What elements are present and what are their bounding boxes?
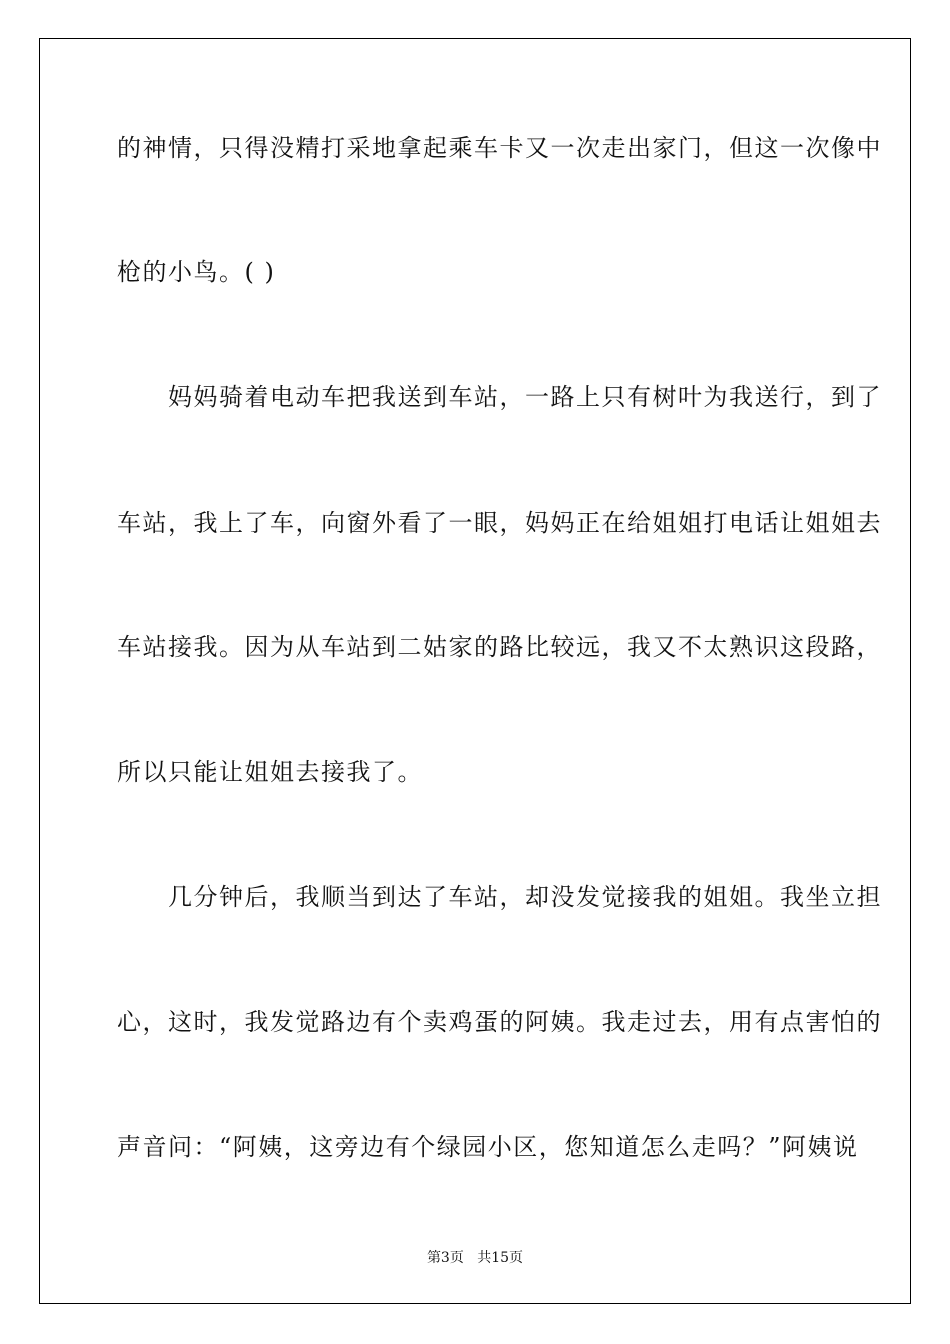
page-total: 共15页 <box>477 1250 524 1266</box>
text-line-1: 的神情，只得没精打采地拿起乘车卡又一次走出家门，但这一次像中 <box>117 134 882 162</box>
text-line-4: 车站，我上了车，向窗外看了一眼，妈妈正在给姐姐打电话让姐姐去 <box>117 509 882 537</box>
text-line-6: 所以只能让姐姐去接我了。 <box>117 758 423 786</box>
text-line-2: 枪的小鸟。( ) <box>117 258 276 286</box>
page-border <box>39 38 911 1304</box>
text-line-8: 心，这时，我发觉路边有个卖鸡蛋的阿姨。我走过去，用有点害怕的 <box>117 1008 882 1036</box>
text-line-5: 车站接我。因为从车站到二姑家的路比较远，我又不太熟识这段路， <box>117 633 882 661</box>
page-number: 第3页 <box>426 1250 464 1266</box>
text-line-3: 妈妈骑着电动车把我送到车站，一路上只有树叶为我送行，到了 <box>117 383 882 411</box>
text-line-7: 几分钟后，我顺当到达了车站，却没发觉接我的姐姐。我坐立担 <box>117 883 882 911</box>
text-line-9: 声音问：“阿姨，这旁边有个绿园小区，您知道怎么走吗？”阿姨说 <box>117 1133 859 1161</box>
page-footer <box>0 1247 950 1267</box>
